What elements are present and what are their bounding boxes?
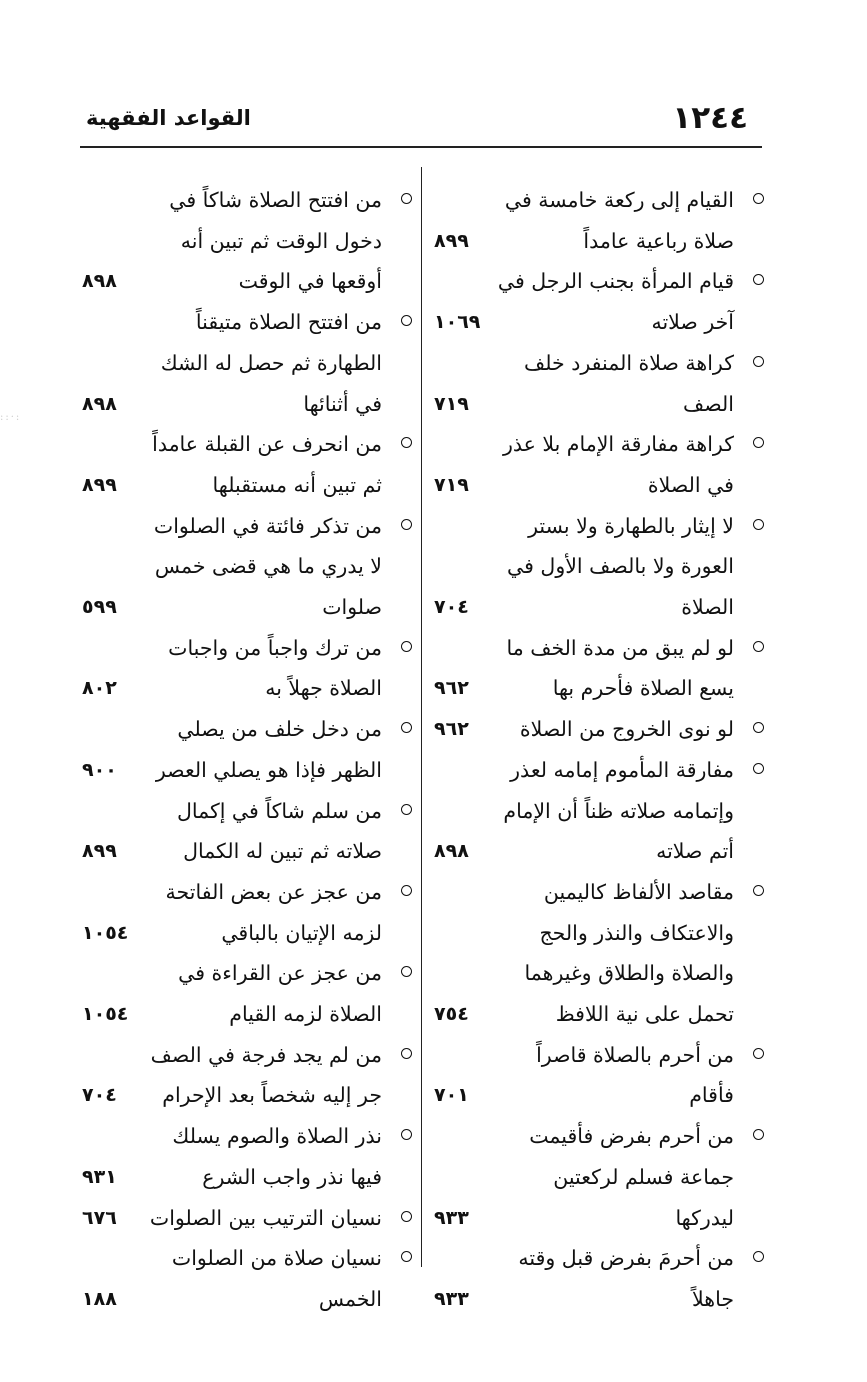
- running-title: القواعد الفقهية: [86, 106, 251, 130]
- index-column-right: [432, 180, 768, 1320]
- index-entry-text: نسيان الترتيب بين الصلوات: [149, 1205, 382, 1230]
- index-entry-text: لا إيثار بالطهارة ولا بستر العورة ولا بالصف الأول في الصلاة: [507, 513, 734, 620]
- index-entry-text: كراهة مفارقة الإمام بلا عذر في الصلاة: [502, 432, 734, 497]
- index-entry-page-number: ٨٩٩: [82, 840, 117, 863]
- index-entry-text: القيام إلى ركعة خامسة في صلاة رباعية عامداً: [504, 188, 734, 253]
- circle-bullet-icon: [401, 1251, 412, 1262]
- circle-bullet-icon: [753, 722, 764, 733]
- index-entry: [80, 709, 416, 790]
- circle-bullet-icon: [753, 885, 764, 896]
- index-entry: [80, 302, 416, 424]
- index-entry: [80, 424, 416, 505]
- index-entry-page-number: ٨٩٨: [434, 840, 469, 863]
- index-entry-text: من لم يجد فرجة في الصف جر إليه شخصاً بعد الإحرام: [150, 1042, 382, 1108]
- index-entry-page-number: ٩٣٣: [434, 1287, 469, 1310]
- index-entry-text: قيام المرأة بجنب الرجل في آخر صلاته: [497, 269, 734, 335]
- index-entry-text: من تذكر فائتة في الصلوات لا يدري ما هي قضى خمس صلوات: [153, 513, 382, 620]
- index-entry-page-number: ٧١٩: [434, 392, 469, 415]
- index-entry: [80, 953, 416, 1034]
- index-entry-page-number: ١٠٦٩: [434, 311, 481, 334]
- index-entry-page-number: ٩٠٠: [82, 758, 117, 781]
- index-entry-page-number: ٥٩٩: [82, 596, 117, 619]
- index-entry-text: مقاصد الألفاظ كاليمين والاعتكاف والنذر والحج والصلاة والطلاق وغيرهما تحمل على نية اللافظ: [524, 879, 734, 1027]
- index-entry-page-number: ٩٣٣: [434, 1206, 469, 1229]
- index-entry-page-number: ٩٣١: [82, 1165, 117, 1188]
- index-entry-page-number: ٧٠٤: [434, 596, 469, 619]
- circle-bullet-icon: [753, 356, 764, 367]
- index-entry-page-number: ٨٩٨: [82, 392, 117, 415]
- index-entry-text: من عجز عن بعض الفاتحة لزمه الإتيان بالباقي: [165, 879, 382, 945]
- index-entry-page-number: ٩٦٢: [434, 677, 469, 700]
- index-entry-text: من ترك واجباً من واجبات الصلاة جهلاً به: [168, 635, 382, 701]
- index-entry: [432, 1035, 768, 1116]
- index-entry: [80, 1198, 416, 1239]
- circle-bullet-icon: [753, 437, 764, 448]
- index-entry-text: من افتتح الصلاة متيقناً الطهارة ثم حصل له الشك في أثنائها: [160, 310, 382, 416]
- index-entry-text: من انحرف عن القبلة عامداً ثم تبين أنه مستقبلها: [152, 432, 382, 497]
- index-entry-page-number: ٧٠٤: [82, 1084, 117, 1107]
- index-entry: [80, 506, 416, 628]
- index-entry-page-number: ١٨٨: [82, 1287, 117, 1310]
- index-entry-text: كراهة صلاة المنفرد خلف الصف: [524, 350, 734, 416]
- index-entry: [80, 791, 416, 872]
- index-entry: [80, 1238, 416, 1319]
- circle-bullet-icon: [401, 1129, 412, 1140]
- index-column-left: [80, 180, 416, 1320]
- index-entry: [80, 1035, 416, 1116]
- circle-bullet-icon: [753, 1129, 764, 1140]
- index-entry-text: من أحرم بالصلاة قاصراً فأقام: [536, 1042, 734, 1108]
- circle-bullet-icon: [753, 763, 764, 774]
- circle-bullet-icon: [753, 519, 764, 530]
- index-entry-text: من دخل خلف من يصلي الظهر فإذا هو يصلي العصر: [155, 717, 382, 782]
- index-entry-text: مفارقة المأموم إمامه لعذر وإتمامه صلاته ظناً أن الإمام أتم صلاته: [503, 757, 734, 864]
- circle-bullet-icon: [401, 519, 412, 530]
- index-entry-page-number: ١٠٥٤: [82, 921, 129, 944]
- circle-bullet-icon: [753, 641, 764, 652]
- circle-bullet-icon: [401, 641, 412, 652]
- circle-bullet-icon: [753, 193, 764, 204]
- circle-bullet-icon: [753, 1251, 764, 1262]
- index-entry-text: من سلم شاكاً في إكمال صلاته ثم تبين له الكمال: [176, 798, 382, 864]
- index-entry: [432, 1238, 768, 1319]
- index-entry: [432, 424, 768, 505]
- index-entry-text: من افتتح الصلاة شاكاً في دخول الوقت ثم تبين أنه أوقعها في الوقت: [169, 188, 382, 294]
- circle-bullet-icon: [401, 804, 412, 815]
- index-entry-page-number: ٨٠٢: [82, 677, 117, 700]
- circle-bullet-icon: [401, 193, 412, 204]
- index-entry-page-number: ٨٩٩: [434, 229, 469, 252]
- index-entry-page-number: ٩٦٢: [434, 718, 469, 741]
- index-entry: [432, 709, 768, 750]
- circle-bullet-icon: [401, 885, 412, 896]
- index-entry-page-number: ١٠٥٤: [82, 1003, 129, 1026]
- index-entry-page-number: ٨٩٨: [82, 270, 117, 293]
- index-entry: [432, 750, 768, 872]
- circle-bullet-icon: [401, 1048, 412, 1059]
- index-entry: [432, 180, 768, 261]
- page-header: [80, 98, 762, 138]
- page-number: ١٢٤٤: [672, 100, 748, 136]
- index-entry-text: من أحرم بفرض فأقيمت جماعة فسلم لركعتين ليدركها: [529, 1124, 734, 1230]
- index-entry: [80, 872, 416, 953]
- circle-bullet-icon: [753, 1048, 764, 1059]
- index-entry-text: نسيان صلاة من الصلوات الخمس: [171, 1246, 382, 1311]
- circle-bullet-icon: [401, 722, 412, 733]
- circle-bullet-icon: [753, 274, 764, 285]
- index-entry: [432, 628, 768, 709]
- index-entry-text: نذر الصلاة والصوم يسلك فيها نذر واجب الشرع: [172, 1124, 382, 1189]
- index-entry-page-number: ٨٩٩: [82, 473, 117, 496]
- circle-bullet-icon: [401, 1211, 412, 1222]
- header-rule: [80, 146, 762, 148]
- circle-bullet-icon: [401, 966, 412, 977]
- index-entry-page-number: ٧٥٤: [434, 1003, 469, 1026]
- index-entry: [432, 1116, 768, 1238]
- index-entry: [80, 180, 416, 302]
- index-entry-page-number: ٦٧٦: [82, 1206, 117, 1229]
- margin-scan-mark: ::·:: [0, 412, 22, 423]
- index-entry: [80, 1116, 416, 1197]
- index-entry-text: لو لم يبق من مدة الخف ما يسع الصلاة فأحرم بها: [506, 635, 734, 701]
- index-entry: [432, 506, 768, 628]
- index-entry: [80, 628, 416, 709]
- circle-bullet-icon: [401, 437, 412, 448]
- index-entry: [432, 261, 768, 342]
- index-entry-page-number: ٧٠١: [434, 1084, 469, 1107]
- index-entry-text: من عجز عن القراءة في الصلاة لزمه القيام: [178, 961, 382, 1027]
- index-entry-text: من أحرمَ بفرض قبل وقته جاهلاً: [518, 1246, 734, 1311]
- index-entry-page-number: ٧١٩: [434, 473, 469, 496]
- index-entry-text: لو نوى الخروج من الصلاة: [519, 717, 734, 742]
- index-entry: [432, 343, 768, 424]
- circle-bullet-icon: [401, 315, 412, 326]
- index-entry: [432, 872, 768, 1035]
- column-divider: [421, 167, 422, 1267]
